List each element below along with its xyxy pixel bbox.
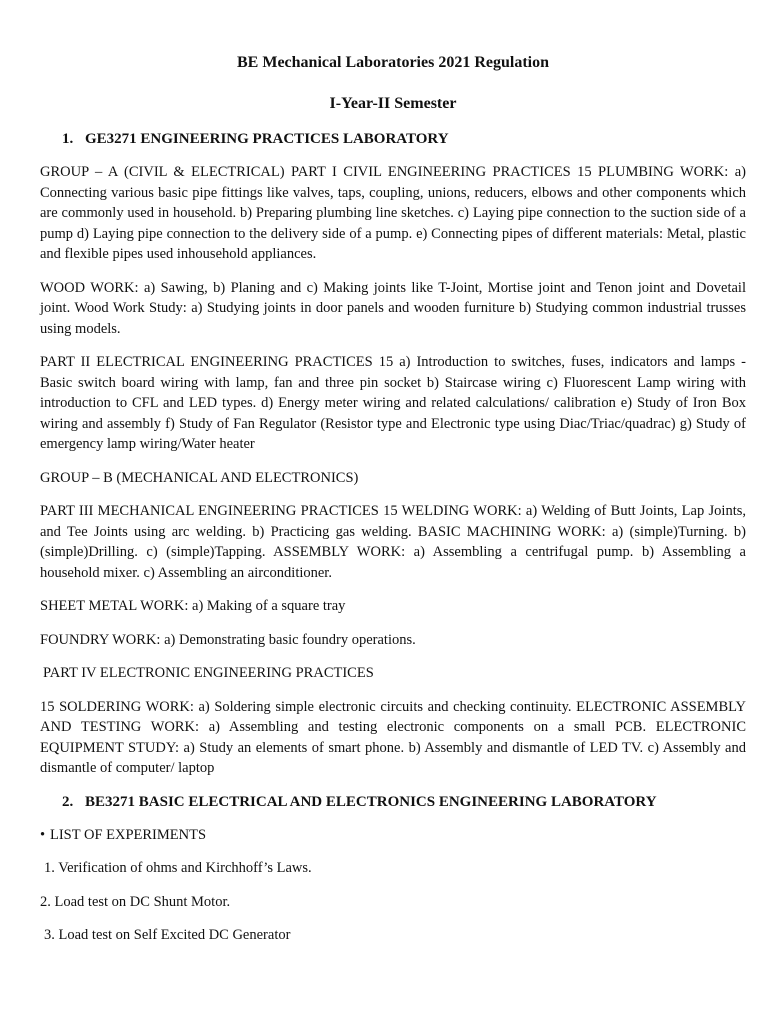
- bullet-icon: •: [40, 826, 46, 843]
- experiment-item: 3. Load test on Self Excited DC Generator: [44, 927, 291, 943]
- part-3-paragraph: PART III MECHANICAL ENGINEERING PRACTICES 15 WELDING WORK: a) Welding of Butt Joints, Lap Joints, and Tee Joints using arc welding. b) Practicing gas welding. BASIC MACHINING WORK: a) (simple)Turning. b) (simple)Drilling. c) (simple)Tapping. ASSEMBLY WORK: a) Assembling a centrifugal pump. b) Assembling a household mixer. c) Assembling an airconditioner.: [40, 503, 746, 581]
- section-number: 1.: [62, 131, 74, 147]
- section-title: GE3271 ENGINEERING PRACTICES LABORATORY: [85, 131, 449, 147]
- soldering-paragraph: 15 SOLDERING WORK: a) Soldering simple electronic circuits and checking continuity. ELECTRONIC ASSEMBLY AND TESTING WORK: a) Assembling and testing electronic components on a small PCB. ELECTRONIC EQUIPMENT STUDY: a) Study an elements of smart phone. b) Assembly and dismantle of LED TV. c) Assembly and dismantle of computer/ laptop: [40, 698, 746, 776]
- foundry-paragraph: FOUNDRY WORK: a) Demonstrating basic foundry operations.: [40, 631, 416, 648]
- section-heading-2: [40, 792, 746, 812]
- group-a-paragraph: GROUP – A (CIVIL & ELECTRICAL) PART I CIVIL ENGINEERING PRACTICES 15 PLUMBING WORK: a) Connecting various basic pipe fittings like valves, taps, coupling, unions, reducers, elbows and other components which are commonly used in household. b) Preparing plumbing line sketches. c) Laying pipe connection to the suction side of a pump d) Laying pipe connection to the delivery side of a pump. e) Connecting pipes of different materials: Metal, plastic and flexible pipes used inhousehold appliances.: [40, 164, 746, 262]
- part-2-paragraph: PART II ELECTRICAL ENGINEERING PRACTICES 15 a) Introduction to switches, fuses, indicators and lamps - Basic switch board wiring with lamp, fan and three pin socket b) Staircase wiring c) Fluorescent Lamp wiring with introduction to CFL and LED types. d) Energy meter wiring and related calculations/ calibration e) Study of Iron Box wiring and assembly f) Study of Fan Regulator (Resistor type and Electronic type using Diac/Triac/quadrac) g) Study of emergency lamp wiring/Water heater: [40, 354, 746, 452]
- section-title: BE3271 BASIC ELECTRICAL AND ELECTRONICS ENGINEERING LABORATORY: [85, 793, 657, 810]
- document-subtitle: I-Year-II Semester: [329, 95, 457, 112]
- sheet-metal-paragraph: SHEET METAL WORK: a) Making of a square tray: [40, 598, 346, 614]
- part-4-paragraph: PART IV ELECTRONIC ENGINEERING PRACTICES: [43, 665, 374, 681]
- document-title: BE Mechanical Laboratories 2021 Regulation: [237, 54, 549, 71]
- section-number: 2.: [62, 793, 74, 810]
- experiments-list-title: [40, 825, 746, 846]
- wood-work-paragraph: WOOD WORK: a) Sawing, b) Planing and c) Making joints like T-Joint, Mortise joint and Tenon joint and Dovetail joint. Wood Work Study: a) Studying joints in door panels and wooden furniture b) Studying common industrial trusses using models.: [40, 279, 746, 337]
- list-title-text: LIST OF EXPERIMENTS: [50, 826, 207, 843]
- section-heading-1: [40, 129, 746, 149]
- group-b-paragraph: GROUP – B (MECHANICAL AND ELECTRONICS): [40, 469, 359, 486]
- experiment-item: 2. Load test on DC Shunt Motor.: [40, 893, 231, 910]
- experiment-item: 1. Verification of ohms and Kirchhoff’s Laws.: [44, 860, 312, 876]
